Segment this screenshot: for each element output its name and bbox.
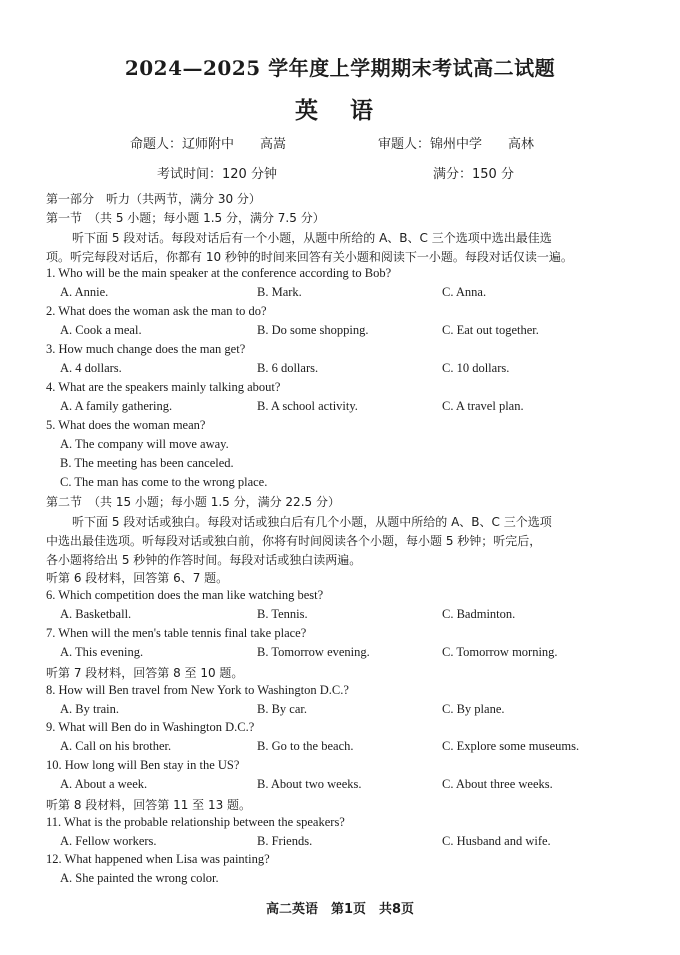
section1-instruction: 听下面 5 段对话。每段对话后有一个小题，从题中所给的 A、B、C 三个选项中选出最佳选: [72, 231, 552, 245]
part1-heading: 第一部分 听力（共两节，满分 30 分）: [46, 192, 261, 206]
exam-time: 考试时间：120 分钟: [157, 167, 277, 182]
question-stem: 9. What will Ben do in Washington D.C.?: [46, 720, 255, 734]
option-a: A. This evening.: [60, 645, 144, 659]
material-label: 听第 7 段材料，回答第 8 至 10 题。: [46, 666, 244, 680]
option-c: C. Anna.: [442, 285, 487, 299]
option-a: A. A family gathering.: [60, 399, 173, 413]
option-a: A. Cook a meal.: [60, 323, 142, 337]
reviewer-line: 审题人：锦州中学 高林: [378, 137, 535, 152]
option-a: A. Fellow workers.: [60, 834, 157, 848]
option-b: B. By car.: [257, 702, 307, 716]
option-a: A. Annie.: [60, 285, 109, 299]
question-stem: 12. What happened when Lisa was painting?: [46, 852, 270, 866]
option-a: A. By train.: [60, 702, 120, 716]
option-a: A. About a week.: [60, 777, 148, 791]
option-b: B. Friends.: [257, 834, 313, 848]
option-c: C. A travel plan.: [442, 399, 524, 413]
option-a: A. She painted the wrong color.: [60, 871, 219, 885]
option-c: C. About three weeks.: [442, 777, 553, 791]
option-b: B. 6 dollars.: [257, 361, 319, 375]
option-b: B. Tomorrow evening.: [257, 645, 370, 659]
option-c: C. Eat out together.: [442, 323, 539, 337]
option-c: C. Husband and wife.: [442, 834, 551, 848]
question-stem: 3. How much change does the man get?: [46, 342, 246, 356]
option-a: A. The company will move away.: [60, 437, 229, 451]
option-a: A. 4 dollars.: [60, 361, 122, 375]
section2-instruction: 各小题将给出 5 秒钟的作答时间。每段对话或独白读两遍。: [46, 553, 362, 567]
question-stem: 2. What does the woman ask the man to do?: [46, 304, 267, 318]
option-c: C. Badminton.: [442, 607, 516, 621]
option-a: A. Basketball.: [60, 607, 132, 621]
option-b: B. About two weeks.: [257, 777, 362, 791]
option-a: A. Call on his brother.: [60, 739, 172, 753]
setter-line: 命题人：辽师附中 高嵩: [130, 137, 287, 152]
option-b: B. Mark.: [257, 285, 302, 299]
question-stem: 4. What are the speakers mainly talking about?: [46, 380, 281, 394]
option-b: B. Go to the beach.: [257, 739, 354, 753]
full-score: 满分：150 分: [433, 167, 514, 182]
question-stem: 8. How will Ben travel from New York to Washington D.C.?: [46, 683, 349, 697]
question-stem: 5. What does the woman mean?: [46, 418, 206, 432]
option-b: B. A school activity.: [257, 399, 358, 413]
subject-title: 英 语: [294, 97, 385, 124]
option-c: C. Tomorrow morning.: [442, 645, 558, 659]
question-stem: 11. What is the probable relationship between the speakers?: [46, 815, 345, 829]
option-c: C. 10 dollars.: [442, 361, 510, 375]
section2-instruction: 听下面 5 段对话或独白。每段对话或独白后有几个小题，从题中所给的 A、B、C 三个选项: [72, 515, 552, 529]
section1-instruction: 项。听完每段对话后，你都有 10 秒钟的时间来回答有关小题和阅读下一小题。每段对话仅读一遍。: [46, 250, 573, 264]
question-stem: 7. When will the men's table tennis final take place?: [46, 626, 307, 640]
material-label: 听第 6 段材料，回答第 6、7 题。: [46, 571, 229, 585]
option-c: C. Explore some museums.: [442, 739, 580, 753]
question-stem: 1. Who will be the main speaker at the conference according to Bob?: [46, 266, 392, 280]
exam-title: 2024—2025 学年度上学期期末考试高二试题: [124, 56, 556, 80]
section1-heading: 第一节 （共 5 小题；每小题 1.5 分，满分 7.5 分）: [46, 211, 325, 225]
section2-instruction: 中选出最佳选项。听每段对话或独白前，你将有时间阅读各个小题，每小题 5 秒钟；听完后，: [46, 534, 542, 548]
option-b: B. The meeting has been canceled.: [60, 456, 234, 470]
option-b: B. Tennis.: [257, 607, 308, 621]
page-footer: 高二英语 第1页 共8页: [265, 902, 415, 917]
section2-heading: 第二节 （共 15 小题；每小题 1.5 分，满分 22.5 分）: [46, 495, 340, 509]
material-label: 听第 8 段材料，回答第 11 至 13 题。: [46, 798, 252, 812]
option-c: C. By plane.: [442, 702, 505, 716]
question-stem: 10. How long will Ben stay in the US?: [46, 758, 240, 772]
option-c: C. The man has come to the wrong place.: [60, 475, 268, 489]
question-stem: 6. Which competition does the man like watching best?: [46, 588, 324, 602]
option-b: B. Do some shopping.: [257, 323, 369, 337]
